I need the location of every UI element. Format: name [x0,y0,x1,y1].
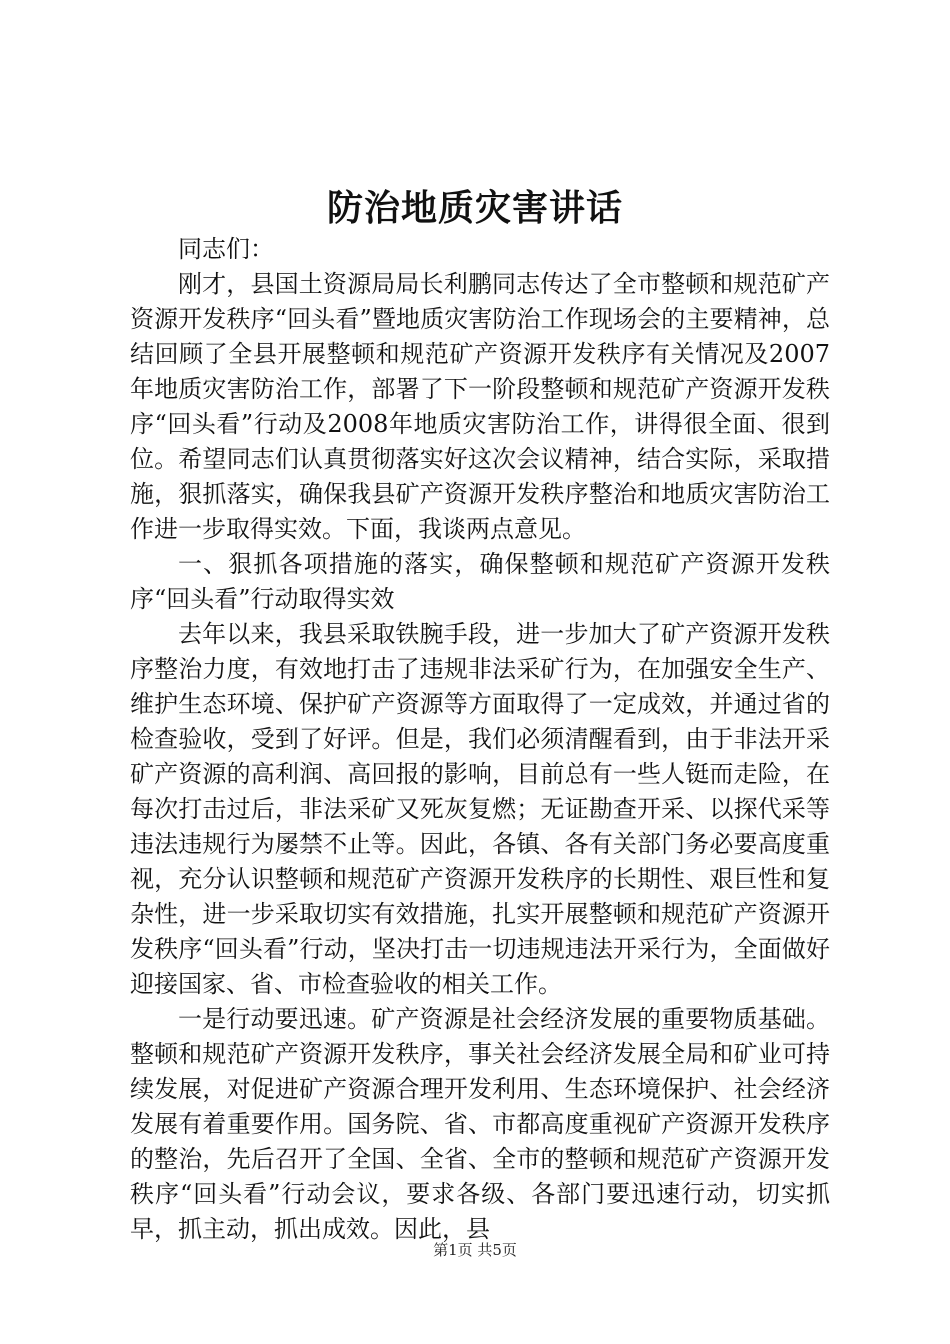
document-body [130,232,830,1247]
page-footer: 第1页 共5页 [433,1241,517,1259]
salutation-paragraph: 同志们： [178,235,274,263]
body-paragraph: 一是行动要迅速。矿产资源是社会经济发展的重要物质基础。整顿和规范矿产资源开发秩序，事关社会经济发展全局和矿业可持续发展，对促进矿产资源合理开发利用、生态环境保护、社会经济发展有着重要作用。国务院、省、市都高度重视矿产资源开发秩序的整治，先后召开了全国、全省、全市的整顿和规范矿产资源开发秩序“回头看”行动会议，要求各级、各部门要迅速行动，切实抓早，抓主动，抓出成效。因此，县 [130,1005,830,1243]
document-title: 防治地质灾害讲话 [326,187,623,229]
body-paragraph: 去年以来，我县采取铁腕手段，进一步加大了矿产资源开发秩序整治力度，有效地打击了违规非法采矿行为，在加强安全生产、维护生态环境、保护矿产资源等方面取得了一定成效，并通过省的检查验收，受到了好评。但是，我们必须清醒看到，由于非法开采矿产资源的高利润、高回报的影响，目前总有一些人铤而走险，在每次打击过后，非法采矿又死灰复燃；无证勘查开采、以探代采等违法违规行为屡禁不止等。因此，各镇、各有关部门务必要高度重视，充分认识整顿和规范矿产资源开发秩序的长期性、艰巨性和复杂性，进一步采取切实有效措施，扎实开展整顿和规范矿产资源开发秩序“回头看”行动，坚决打击一切违规违法开采行为，全面做好迎接国家、省、市检查验收的相关工作。 [130,620,830,998]
section-heading-1: 一、狠抓各项措施的落实，确保整顿和规范矿产资源开发秩序“回头看”行动取得实效 [130,550,830,613]
intro-paragraph: 刚才，县国土资源局局长利鹏同志传达了全市整顿和规范矿产资源开发秩序“回头看”暨地质灾害防治工作现场会的主要精神，总结回顾了全县开展整顿和规范矿产资源开发秩序有关情况及2007年地质灾害防治工作，部署了下一阶段整顿和规范矿产资源开发秩序“回头看”行动及2008年地质灾害防治工作，讲得很全面、很到位。希望同志们认真贯彻落实好这次会议精神，结合实际，采取措施，狠抓落实，确保我县矿产资源开发秩序整治和地质灾害防治工作进一步取得实效。下面，我谈两点意见。 [130,270,830,543]
